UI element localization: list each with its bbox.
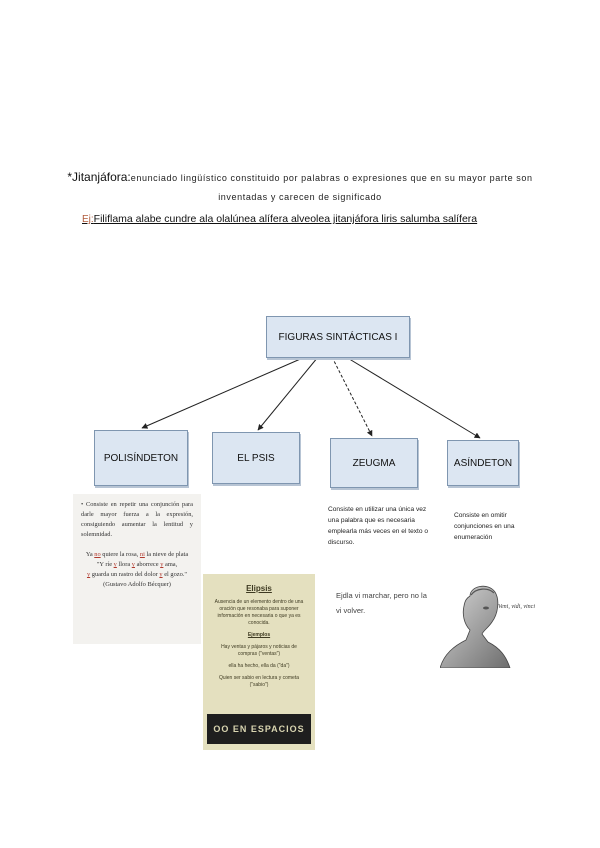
node-label: ZEUGMA: [352, 457, 396, 469]
node-label: POLISÍNDETON: [103, 452, 179, 464]
node-zeugma: [330, 438, 418, 488]
elipsis-image-card: [203, 574, 315, 750]
elipsis-example-2: ella ha hecho, ella da ("da"): [228, 663, 290, 669]
zeugma-description: Consiste en utilizar una única vez una palabra que es necesaria emplearla más veces en el texto o discurso.: [328, 506, 429, 546]
elipsis-example-1: Hay ventas y pájaros y noticias de compras ("ventas"): [221, 644, 297, 657]
caesar-bust-illustration: [440, 578, 550, 668]
arrow-to-elipsis: [258, 357, 318, 430]
elipsis-definition: Ausencia de un elemento dentro de una oración que resonaba para suponer información en necesaria o que ya es conocida.: [214, 599, 304, 626]
zeugma-example-line: vi volver.: [336, 606, 366, 615]
elipsis-title: Elipsis: [246, 584, 272, 593]
node-polisindeton: [94, 430, 188, 486]
zeugma-example-line: Ejdla vi marchar, pero no la: [336, 591, 427, 600]
node-label: ASÍNDETON: [453, 457, 513, 469]
example-prefix: Ej:: [82, 214, 94, 225]
caesar-caption: Veni, vidi, vinci: [498, 604, 535, 610]
root-node-figuras-sintacticas: [266, 316, 410, 358]
node-label: EL PSIS: [237, 452, 275, 464]
polisindeton-image-card: [73, 494, 201, 644]
arrow-to-asindeton: [346, 357, 480, 438]
quote-author: (Gustavo Adolfo Bécquer): [103, 581, 171, 588]
polisindeton-quote: Ya no quiere la rosa, ni la nieve de plata "Y ríe y llora y aborrece y ama, y guarda un rastro del dolor y el gozo." (Gustavo Adolfo Bécquer): [81, 550, 193, 590]
elipsis-logo: OO EN ESPACIOS: [207, 714, 311, 744]
zeugma-example: [336, 588, 436, 618]
root-node-label: FIGURAS SINTÁCTICAS I: [278, 331, 398, 343]
polisindeton-description: • Consiste en repetir una conjunción para darle mayor fuerza a la expresión, consiguiendo aumentar la lentitud y solemnidad.: [81, 501, 193, 538]
asindeton-description: Consiste en omitir conjunciones en una enumeración: [454, 512, 515, 541]
node-elipsis: [212, 432, 300, 484]
caesar-bust-image: [440, 578, 550, 668]
example-text: Filiflama alabe cundre ala olalúnea alífera alveolea jitanjáfora liris salumba salífera: [93, 213, 478, 225]
arrow-to-zeugma: [332, 357, 372, 436]
jitanjafora-definition: [60, 168, 540, 206]
elipsis-examples-heading: Ejemplos: [247, 632, 271, 638]
definition-term: *Jitanjáfora:: [67, 170, 131, 184]
jitanjafora-example: [82, 213, 542, 225]
definition-text: enunciado lingüístico constituido por palabras o expresiones que en su mayor parte son inventadas y carecen de significado: [130, 173, 533, 202]
arrow-to-polisindeton: [142, 357, 305, 428]
elipsis-example-3: Quien ser sabio en lectura y cometa ("sabio"): [218, 675, 300, 688]
node-asindeton: [447, 440, 519, 486]
